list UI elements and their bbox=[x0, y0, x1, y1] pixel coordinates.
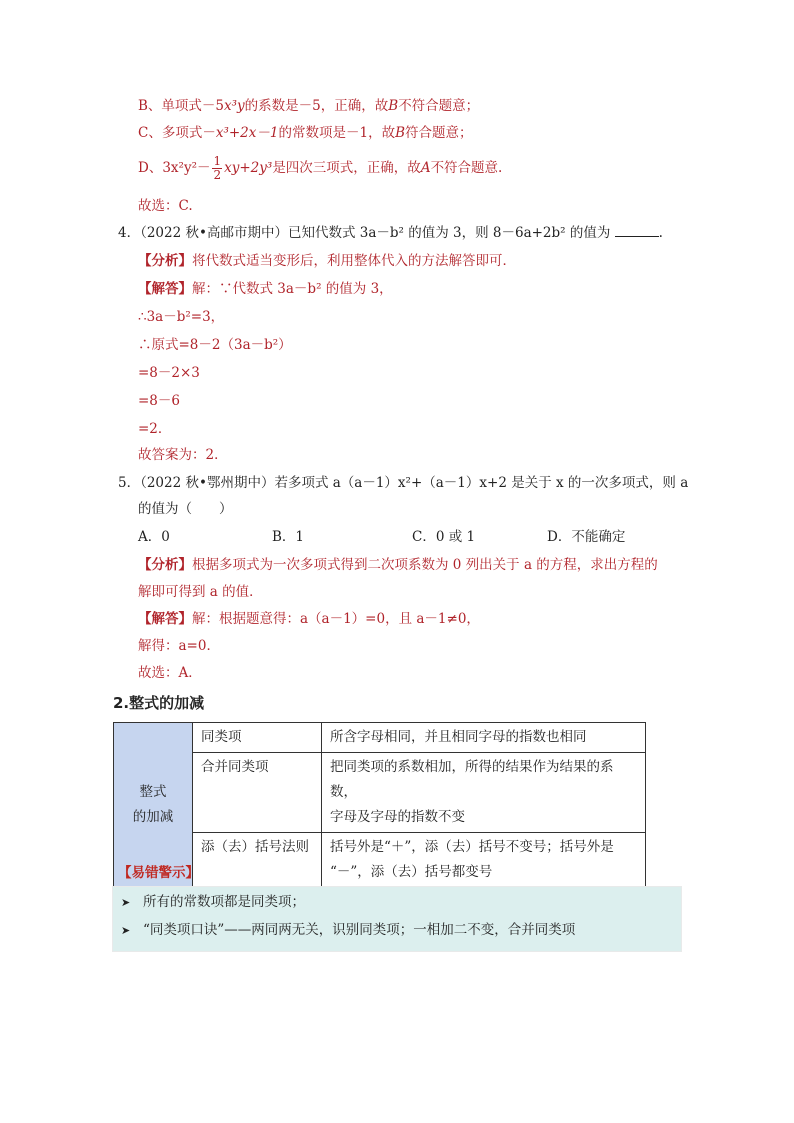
q5-option-a: A．0 bbox=[138, 529, 170, 545]
q3-option-b: B、单项式－5x³y的系数是－5，正确，故B不符合题意； bbox=[138, 98, 480, 114]
table-term: 同类项 bbox=[193, 723, 322, 753]
q3-option-d: D、3x²y²－ $\frac{1}{2}$ xy+2y³是四次三项式，正确，故A不符合题意. bbox=[138, 154, 503, 182]
section-heading: 2.整式的加减 bbox=[113, 694, 205, 712]
warning-title: 【易错警示】 bbox=[118, 865, 199, 881]
table-desc: 所含字母相同，并且相同字母的指数也相同 bbox=[322, 723, 646, 753]
q4-stem: 4．（2022 秋•高邮市期中）已知代数式 3a－b² 的值为 3，则 8－6a+2b² 的值为 . bbox=[118, 225, 663, 241]
table-side-label: 整式 的加减 bbox=[114, 723, 193, 888]
q4-step: ∴3a－b²=3， bbox=[138, 309, 225, 325]
q5-option-d: D．不能确定 bbox=[547, 529, 626, 545]
q4-step: ∴原式=8－2（3a－b²） bbox=[138, 337, 292, 353]
q5-answer-line3: 故选：A． bbox=[138, 665, 202, 681]
fraction-one-half: $\frac{1}{2}$ bbox=[213, 154, 222, 182]
q4-step: 故答案为：2． bbox=[138, 447, 228, 463]
q5-analysis-line2: 解即可得到 a 的值． bbox=[138, 584, 263, 600]
q4-answer: 【解答】解：∵代数式 3a－b² 的值为 3， bbox=[138, 281, 393, 297]
warning-item: ➤ “同类项口诀”——两同两无关，识别同类项；一相加二不变，合并同类项 bbox=[121, 922, 576, 938]
q5-stem-line1: 5．（2022 秋•鄂州期中）若多项式 a（a－1）x²+（a－1）x+2 是关于 x 的一次多项式，则 a bbox=[118, 475, 689, 491]
q5-analysis-line1: 【分析】根据多项式为一次多项式得到二次项系数为 0 列出关于 a 的方程，求出方程的 bbox=[138, 557, 658, 573]
q5-option-b: B．1 bbox=[272, 529, 305, 545]
q4-step: =8－2×3 bbox=[138, 365, 200, 381]
q5-stem-line2: 的值为（ ） bbox=[138, 501, 233, 517]
table-desc: 把同类项的系数相加，所得的结果作为结果的系数， 字母及字母的指数不变 bbox=[322, 753, 646, 833]
q3-choose: 故选：C. bbox=[138, 198, 193, 214]
warning-item: ➤ 所有的常数项都是同类项； bbox=[121, 894, 305, 910]
q5-answer-line2: 解得：a=0． bbox=[138, 638, 220, 654]
table-desc: 括号外是“＋”，添（去）括号不变号；括号外是 “－”，添（去）括号都变号 bbox=[322, 833, 646, 888]
table-row bbox=[114, 753, 646, 833]
arrowhead-bullet-icon: ➤ bbox=[121, 924, 131, 937]
table-row bbox=[114, 723, 646, 753]
q4-step: =2． bbox=[138, 421, 172, 437]
q5-option-c: C．0 或 1 bbox=[412, 529, 476, 545]
answer-blank bbox=[615, 224, 659, 237]
table-term: 添（去）括号法则 bbox=[193, 833, 322, 888]
arrowhead-bullet-icon: ➤ bbox=[121, 896, 131, 909]
warning-box bbox=[112, 886, 682, 952]
q4-analysis: 【分析】将代数式适当变形后，利用整体代入的方法解答即可． bbox=[138, 253, 516, 269]
q4-step: =8－6 bbox=[138, 393, 180, 409]
q3-option-c: C、多项式－x³+2x－1的常数项是－1，故B符合题意； bbox=[138, 125, 473, 141]
table-term: 合并同类项 bbox=[193, 753, 322, 833]
q5-answer-line1: 【解答】解：根据题意得：a（a－1）=0，且 a－1≠0， bbox=[138, 611, 480, 627]
